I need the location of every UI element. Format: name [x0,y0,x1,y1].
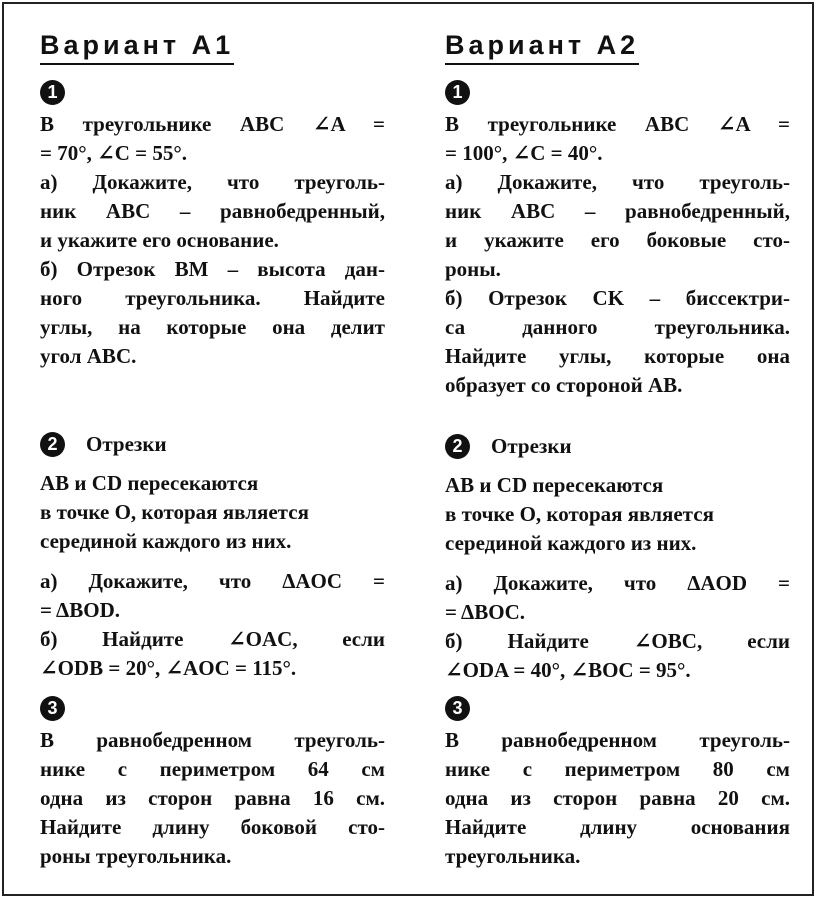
task-line: В треугольнике ABC ∠A = [445,112,790,136]
task-line: углы, на которые она делит [40,315,385,339]
task-line: серединой каждого из них. [40,529,292,553]
task-line: са данного треугольника. [445,315,790,339]
task-line: роны треугольника. [40,844,232,868]
task-number-badge: 2 [40,432,65,457]
task-line: а) Докажите, что треуголь- [445,170,790,194]
variant-a2-task-2-condition [445,471,780,558]
worksheet-page [2,2,814,896]
task-number-badge: 2 [445,434,470,459]
task-line: а) Докажите, что ΔAOD = [445,571,790,595]
task-line: ∠ODA = 40°, ∠BOC = 95°. [445,658,691,682]
task-line: треугольника. [445,844,581,868]
task-line: ного треугольника. Найдите [40,286,385,310]
task-line: образует со стороной AB. [445,373,683,397]
variant-a1-task-3 [40,726,385,871]
task-line: б) Отрезок BM – высота дан- [40,257,385,281]
task-line: одна из сторон равна 20 см. [445,786,790,810]
task-line: Найдите длину основания [445,815,790,839]
task-line: = ΔBOC. [445,600,525,624]
task-number-badge: 1 [40,80,65,105]
task-line: угол ABC. [40,344,137,368]
task-line: Найдите длину боковой сто- [40,815,385,839]
task-line: б) Отрезок CK – биссектри- [445,286,790,310]
task-line: AB и CD пересекаются [40,471,259,495]
variant-a1-title: Вариант А1 [40,30,234,65]
task-line: = ΔBOD. [40,598,120,622]
task-line: ∠ODB = 20°, ∠AOC = 115°. [40,656,297,680]
task-line: = 70°, ∠C = 55°. [40,141,187,165]
task-line: = 100°, ∠C = 40°. [445,141,603,165]
task-line: В равнобедренном треуголь- [40,728,385,752]
task-line: В равнобедренном треуголь- [445,728,790,752]
task-line: в точке O, которая является [445,502,714,526]
task-line: в точке O, которая является [40,500,309,524]
task-line: Найдите углы, которые она [445,344,790,368]
variant-a2-task-1 [445,110,790,400]
variant-a2-title: Вариант А2 [445,30,639,65]
task-line: а) Докажите, что треуголь- [40,170,385,194]
task-line: и укажите его основание. [40,228,279,252]
variant-a2-task-3 [445,726,790,871]
variant-a1-task-1 [40,110,385,371]
task-line: ник ABC – равнобедренный, [40,199,385,223]
task-line: нике с периметром 80 см [445,757,790,781]
task-line: AB и CD пересекаются [445,473,664,497]
variant-a1-task-2-questions [40,567,385,683]
task-line: нике с периметром 64 см [40,757,385,781]
task-line: б) Найдите ∠OAC, если [40,627,385,651]
task-line: а) Докажите, что ΔAOC = [40,569,385,593]
task-line: б) Найдите ∠OBC, если [445,629,790,653]
task-line: одна из сторон равна 16 см. [40,786,385,810]
task-number-badge: 1 [445,80,470,105]
variant-a2-task-2-heading: Отрезки [491,434,572,458]
task-line: и укажите его боковые сто- [445,228,790,252]
variant-a1-task-2-condition [40,469,375,556]
task-number-badge: 3 [40,696,65,721]
variant-a1-task-2-heading: Отрезки [86,432,167,456]
task-number-badge: 3 [445,696,470,721]
task-line: роны. [445,257,501,281]
task-line: В треугольнике ABC ∠A = [40,112,385,136]
task-line: ник ABC – равнобедренный, [445,199,790,223]
variant-a2-task-2-questions [445,569,790,685]
task-line: серединой каждого из них. [445,531,697,555]
